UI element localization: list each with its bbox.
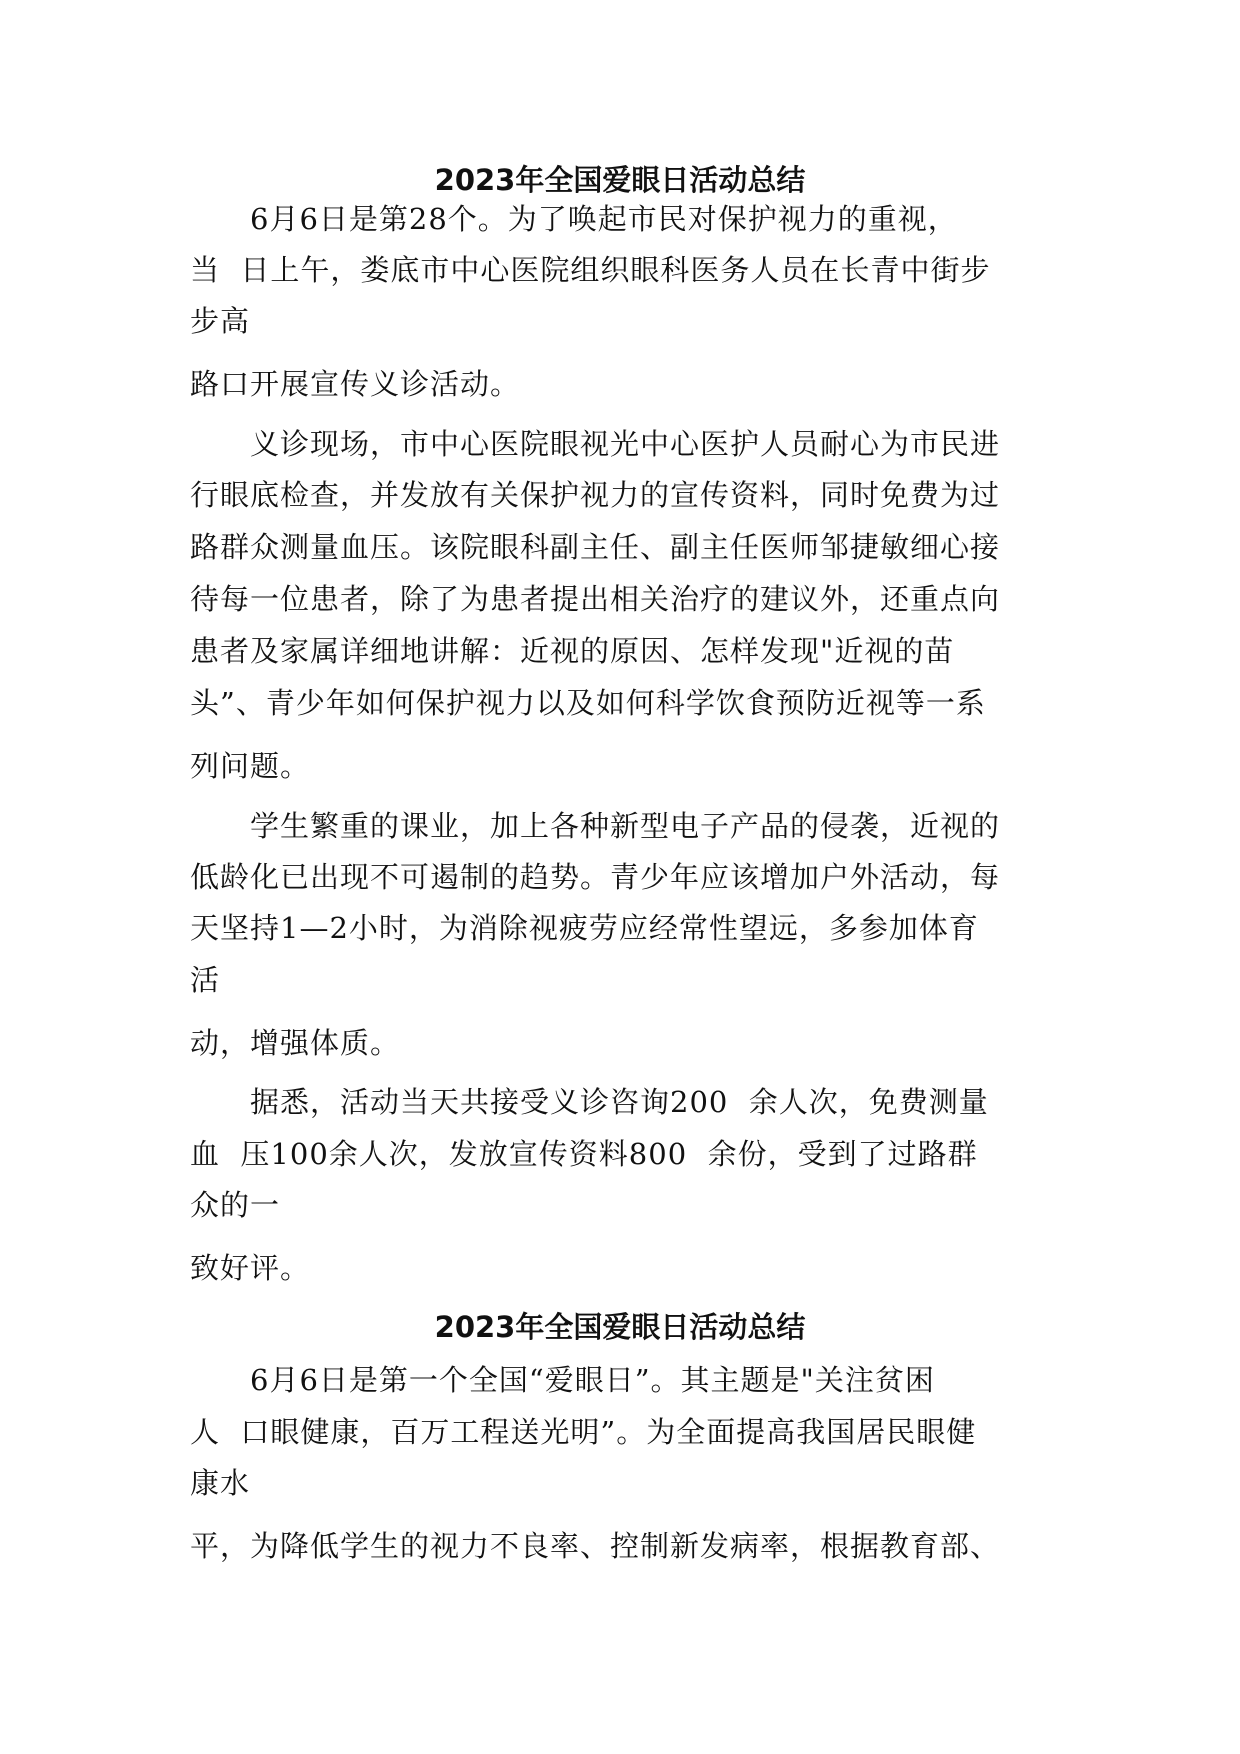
section1-line-17: 据悉，活动当天共接受义诊咨询200 余人次，免费测量 xyxy=(190,1085,989,1119)
section1-line-14: 天坚持1—2小时，为消除视疲劳应经常性望远，多参加体育 xyxy=(190,911,979,945)
section1-line-16: 动，增强体质。 xyxy=(190,1026,401,1060)
section1-line-9: 患者及家属详细地讲解：近视的原因、怎样发现"近视的苗 xyxy=(190,634,955,668)
section1-line-7: 路群众测量血压。该院眼科副主任、副主任医师邹捷敏细心接 xyxy=(190,530,1001,564)
section1-line-2: 当 日上午，娄底市中心医院组织眼科医务人员在长青中街步 xyxy=(190,253,991,287)
section2-line-2: 人 口眼健康，百万工程送光明”。为全面提高我国居民眼健 xyxy=(190,1415,977,1449)
section1-title: 2023年全国爱眼日活动总结 xyxy=(434,163,806,197)
section2-line-1: 6月6日是第一个全国“爱眼日”。其主题是"关注贫困 xyxy=(190,1363,935,1397)
section1-line-3: 步高 xyxy=(190,304,251,338)
section1-line-18: 血 压100余人次，发放宣传资料800 余份，受到了过路群 xyxy=(190,1137,978,1171)
section1-line-10: 头”、青少年如何保护视力以及如何科学饮食预防近视等一系 xyxy=(190,686,986,720)
section1-line-8: 待每一位患者，除了为患者提出相关治疗的建议外，还重点向 xyxy=(190,582,1001,616)
section1-line-4: 路口开展宣传义诊活动。 xyxy=(190,367,521,401)
section1-line-12: 学生繁重的课业，加上各种新型电子产品的侵袭，近视的 xyxy=(190,809,1001,843)
section1-line-13: 低龄化已出现不可遏制的趋势。青少年应该增加户外活动，每 xyxy=(190,860,1001,894)
section1-line-15: 活 xyxy=(190,963,221,997)
section1-line-19: 众的一 xyxy=(190,1188,281,1222)
section1-line-1: 6月6日是第28个。为了唤起市民对保护视力的重视， xyxy=(190,202,958,236)
section2-line-4: 平，为降低学生的视力不良率、控制新发病率，根据教育部、 xyxy=(190,1529,1001,1563)
section1-line-5: 义诊现场，市中心医院眼视光中心医护人员耐心为市民进 xyxy=(190,427,1001,461)
section2-line-3: 康水 xyxy=(190,1466,251,1500)
section2-title: 2023年全国爱眼日活动总结 xyxy=(434,1310,806,1344)
section1-line-6: 行眼底检查，并发放有关保护视力的宣传资料，同时免费为过 xyxy=(190,478,1001,512)
section1-line-20: 致好评。 xyxy=(190,1251,311,1285)
section1-line-11: 列问题。 xyxy=(190,749,311,783)
